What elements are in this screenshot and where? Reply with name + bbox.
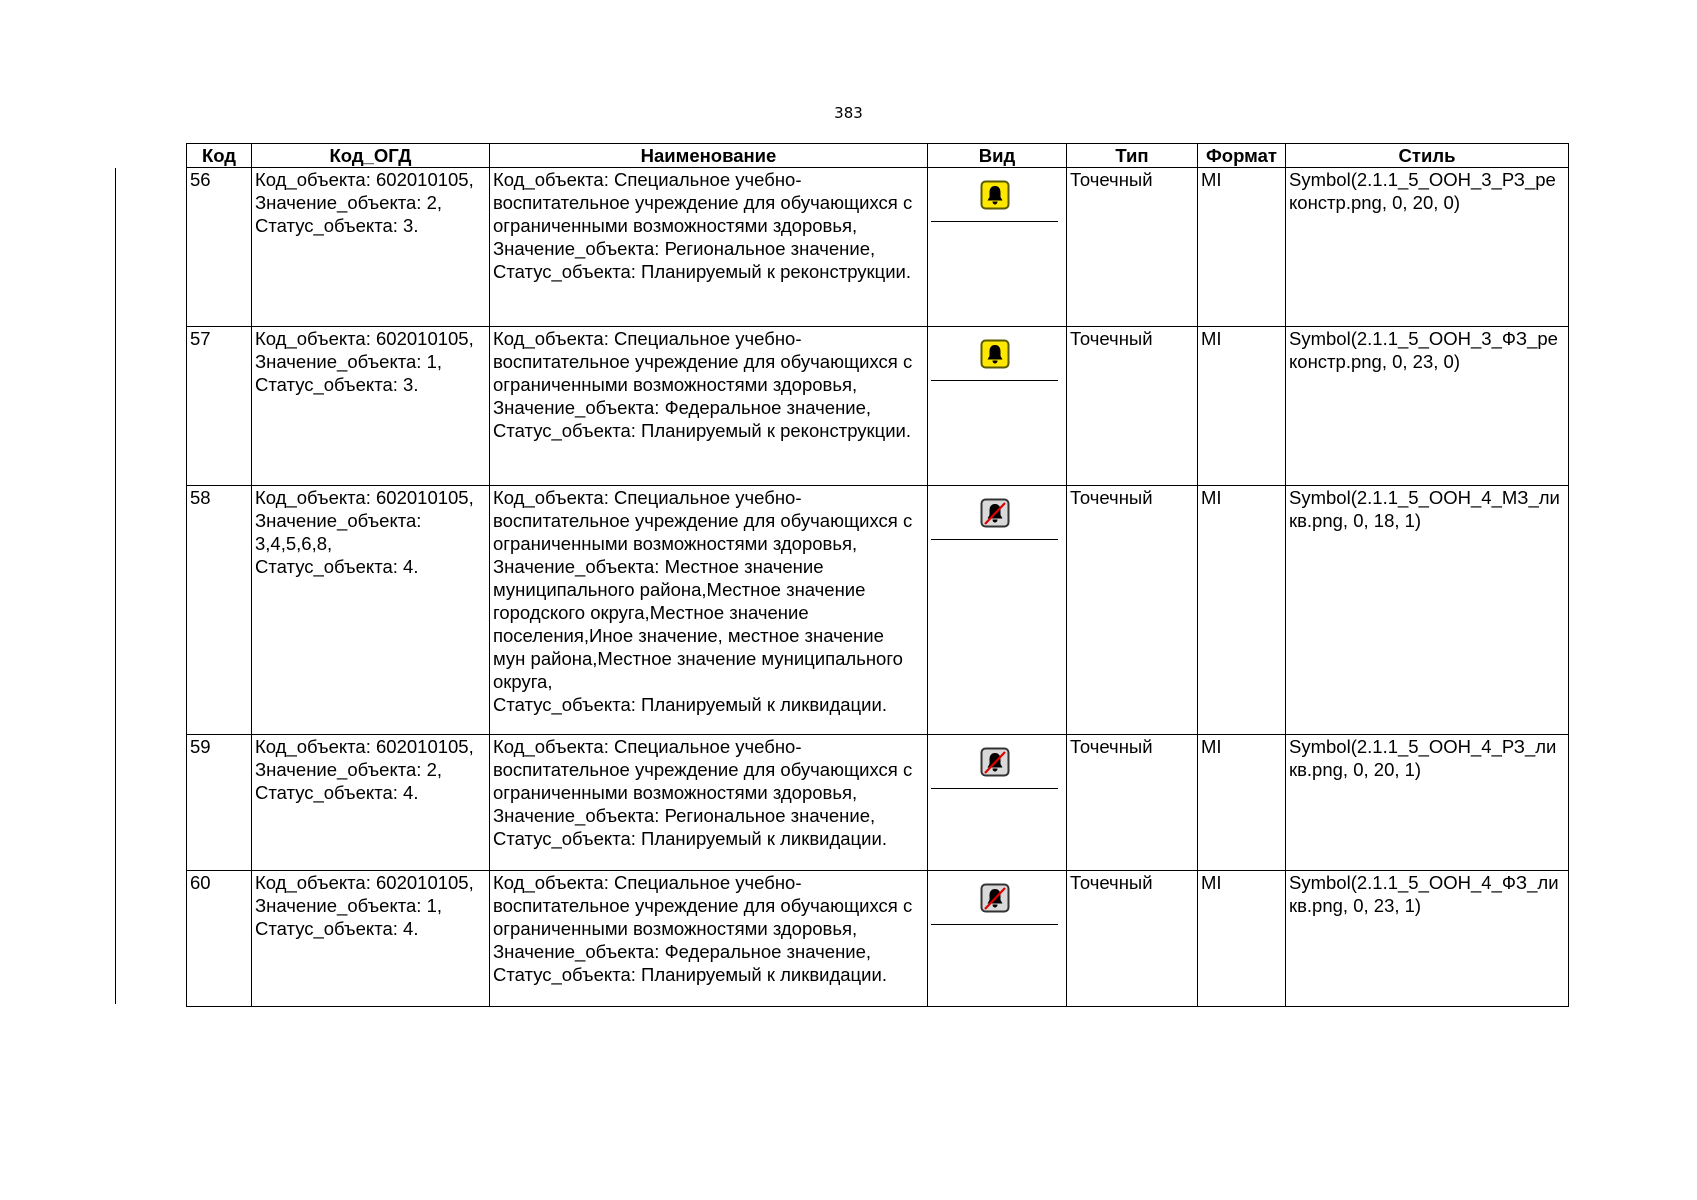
cell-name [490, 327, 928, 486]
symbol-preview [931, 871, 1058, 925]
cell-line: Значение_объекта: Региональное значение, [493, 805, 876, 826]
cell-name [490, 486, 928, 735]
cell-line: ограниченными возможностями здоровья, [493, 374, 858, 395]
header-row [187, 144, 1569, 168]
cell-line: Значение_объекта: Федеральное значение, [493, 941, 872, 962]
cell-line: Код_объекта: Специальное учебно- [493, 872, 802, 893]
cell-line: Код_объекта: Специальное учебно- [493, 169, 802, 190]
cell-style [1286, 486, 1569, 735]
crossed-bell-icon [980, 883, 1010, 913]
margin-line [115, 168, 116, 1004]
header-format: Формат [1198, 144, 1286, 168]
cell-line: констр.png, 0, 20, 0) [1289, 192, 1460, 213]
header-code: Код [187, 144, 252, 168]
cell-line: Статус_объекта: Планируемый к ликвидации. [493, 964, 887, 985]
cell-code: 56 [187, 168, 252, 327]
cell-name [490, 735, 928, 871]
cell-line: констр.png, 0, 23, 0) [1289, 351, 1460, 372]
cell-style [1286, 327, 1569, 486]
cell-line: Значение_объекта: Федеральное значение, [493, 397, 872, 418]
cell-format: MI [1198, 871, 1286, 1007]
symbol-preview [931, 486, 1058, 540]
cell-line: ограниченными возможностями здоровья, [493, 215, 858, 236]
cell-line: воспитательное учреждение для обучающихся с [493, 510, 913, 531]
cell-line: Статус_объекта: 3. [255, 215, 419, 236]
cell-code: 58 [187, 486, 252, 735]
header-type: Тип [1067, 144, 1198, 168]
cell-view [928, 735, 1067, 871]
cell-line: Symbol(2.1.1_5_ООН_3_ФЗ_ре [1289, 328, 1558, 349]
cell-line: муниципального района,Местное значение [493, 579, 866, 600]
cell-view [928, 871, 1067, 1007]
cell-view [928, 486, 1067, 735]
cell-line: воспитательное учреждение для обучающихся с [493, 351, 913, 372]
cell-line: 3,4,5,6,8, [255, 533, 333, 554]
cell-format: MI [1198, 327, 1286, 486]
cell-line: кв.png, 0, 20, 1) [1289, 759, 1422, 780]
cell-line: Код_объекта: 602010105, [255, 169, 474, 190]
cell-ogd [252, 168, 490, 327]
cell-line: Значение_объекта: [255, 510, 422, 531]
bell-icon [980, 180, 1010, 210]
cell-line: Symbol(2.1.1_5_ООН_4_ФЗ_ли [1289, 872, 1559, 893]
cell-line: ограниченными возможностями здоровья, [493, 533, 858, 554]
cell-line: Код_объекта: 602010105, [255, 487, 474, 508]
cell-line: Значение_объекта: 2, [255, 192, 443, 213]
cell-line: мун района,Местное значение муниципального [493, 648, 903, 669]
cell-line: Symbol(2.1.1_5_ООН_4_МЗ_ли [1289, 487, 1560, 508]
cell-ogd [252, 327, 490, 486]
symbol-preview [931, 168, 1058, 222]
cell-view [928, 168, 1067, 327]
cell-line: Значение_объекта: 2, [255, 759, 443, 780]
cell-line: Symbol(2.1.1_5_ООН_4_РЗ_ли [1289, 736, 1557, 757]
cell-type: Точечный [1067, 486, 1198, 735]
cell-style [1286, 871, 1569, 1007]
cell-code: 60 [187, 871, 252, 1007]
cell-type: Точечный [1067, 327, 1198, 486]
cell-ogd [252, 735, 490, 871]
cell-line: Статус_объекта: Планируемый к ликвидации. [493, 828, 887, 849]
cell-line: кв.png, 0, 23, 1) [1289, 895, 1422, 916]
cell-line: Код_объекта: 602010105, [255, 736, 474, 757]
cell-style [1286, 735, 1569, 871]
cell-view [928, 327, 1067, 486]
objects-table [186, 143, 1569, 1007]
cell-line: Статус_объекта: Планируемый к реконструкции. [493, 420, 912, 441]
cell-line: воспитательное учреждение для обучающихся с [493, 192, 913, 213]
table-row [187, 168, 1569, 327]
symbol-preview [931, 327, 1058, 381]
cell-ogd [252, 871, 490, 1007]
cell-line: Статус_объекта: Планируемый к ликвидации. [493, 694, 887, 715]
cell-line: округа, [493, 671, 553, 692]
cell-line: Статус_объекта: 4. [255, 918, 419, 939]
cell-code: 57 [187, 327, 252, 486]
cell-line: Код_объекта: 602010105, [255, 328, 474, 349]
cell-line: Значение_объекта: 1, [255, 895, 443, 916]
cell-line: Symbol(2.1.1_5_ООН_3_РЗ_ре [1289, 169, 1556, 190]
cell-style [1286, 168, 1569, 327]
cell-name [490, 871, 928, 1007]
header-view: Вид [928, 144, 1067, 168]
cell-line: городского округа,Местное значение [493, 602, 809, 623]
header-name: Наименование [490, 144, 928, 168]
cell-format: MI [1198, 735, 1286, 871]
cell-line: Код_объекта: Специальное учебно- [493, 736, 802, 757]
page-number: 383 [834, 104, 863, 122]
table-row [187, 735, 1569, 871]
cell-line: Значение_объекта: Местное значение [493, 556, 824, 577]
cell-line: поселения,Иное значение, местное значение [493, 625, 884, 646]
symbol-preview [931, 735, 1058, 789]
cell-line: Код_объекта: 602010105, [255, 872, 474, 893]
cell-format: MI [1198, 168, 1286, 327]
crossed-bell-icon [980, 747, 1010, 777]
cell-line: ограниченными возможностями здоровья, [493, 782, 858, 803]
cell-line: Код_объекта: Специальное учебно- [493, 328, 802, 349]
cell-line: Статус_объекта: Планируемый к реконструкции. [493, 261, 912, 282]
table-row [187, 327, 1569, 486]
cell-type: Точечный [1067, 871, 1198, 1007]
crossed-bell-icon [980, 498, 1010, 528]
cell-line: воспитательное учреждение для обучающихся с [493, 895, 913, 916]
cell-line: Статус_объекта: 3. [255, 374, 419, 395]
cell-line: Код_объекта: Специальное учебно- [493, 487, 802, 508]
table-row [187, 486, 1569, 735]
cell-line: кв.png, 0, 18, 1) [1289, 510, 1422, 531]
cell-line: ограниченными возможностями здоровья, [493, 918, 858, 939]
table-row [187, 871, 1569, 1007]
cell-code: 59 [187, 735, 252, 871]
bell-icon [980, 339, 1010, 369]
cell-type: Точечный [1067, 168, 1198, 327]
cell-line: Значение_объекта: Региональное значение, [493, 238, 876, 259]
cell-line: Значение_объекта: 1, [255, 351, 443, 372]
cell-line: Статус_объекта: 4. [255, 782, 419, 803]
cell-line: воспитательное учреждение для обучающихся с [493, 759, 913, 780]
header-ogd: Код_ОГД [252, 144, 490, 168]
header-style: Стиль [1286, 144, 1569, 168]
cell-line: Статус_объекта: 4. [255, 556, 419, 577]
cell-ogd [252, 486, 490, 735]
cell-format: MI [1198, 486, 1286, 735]
cell-type: Точечный [1067, 735, 1198, 871]
cell-name [490, 168, 928, 327]
